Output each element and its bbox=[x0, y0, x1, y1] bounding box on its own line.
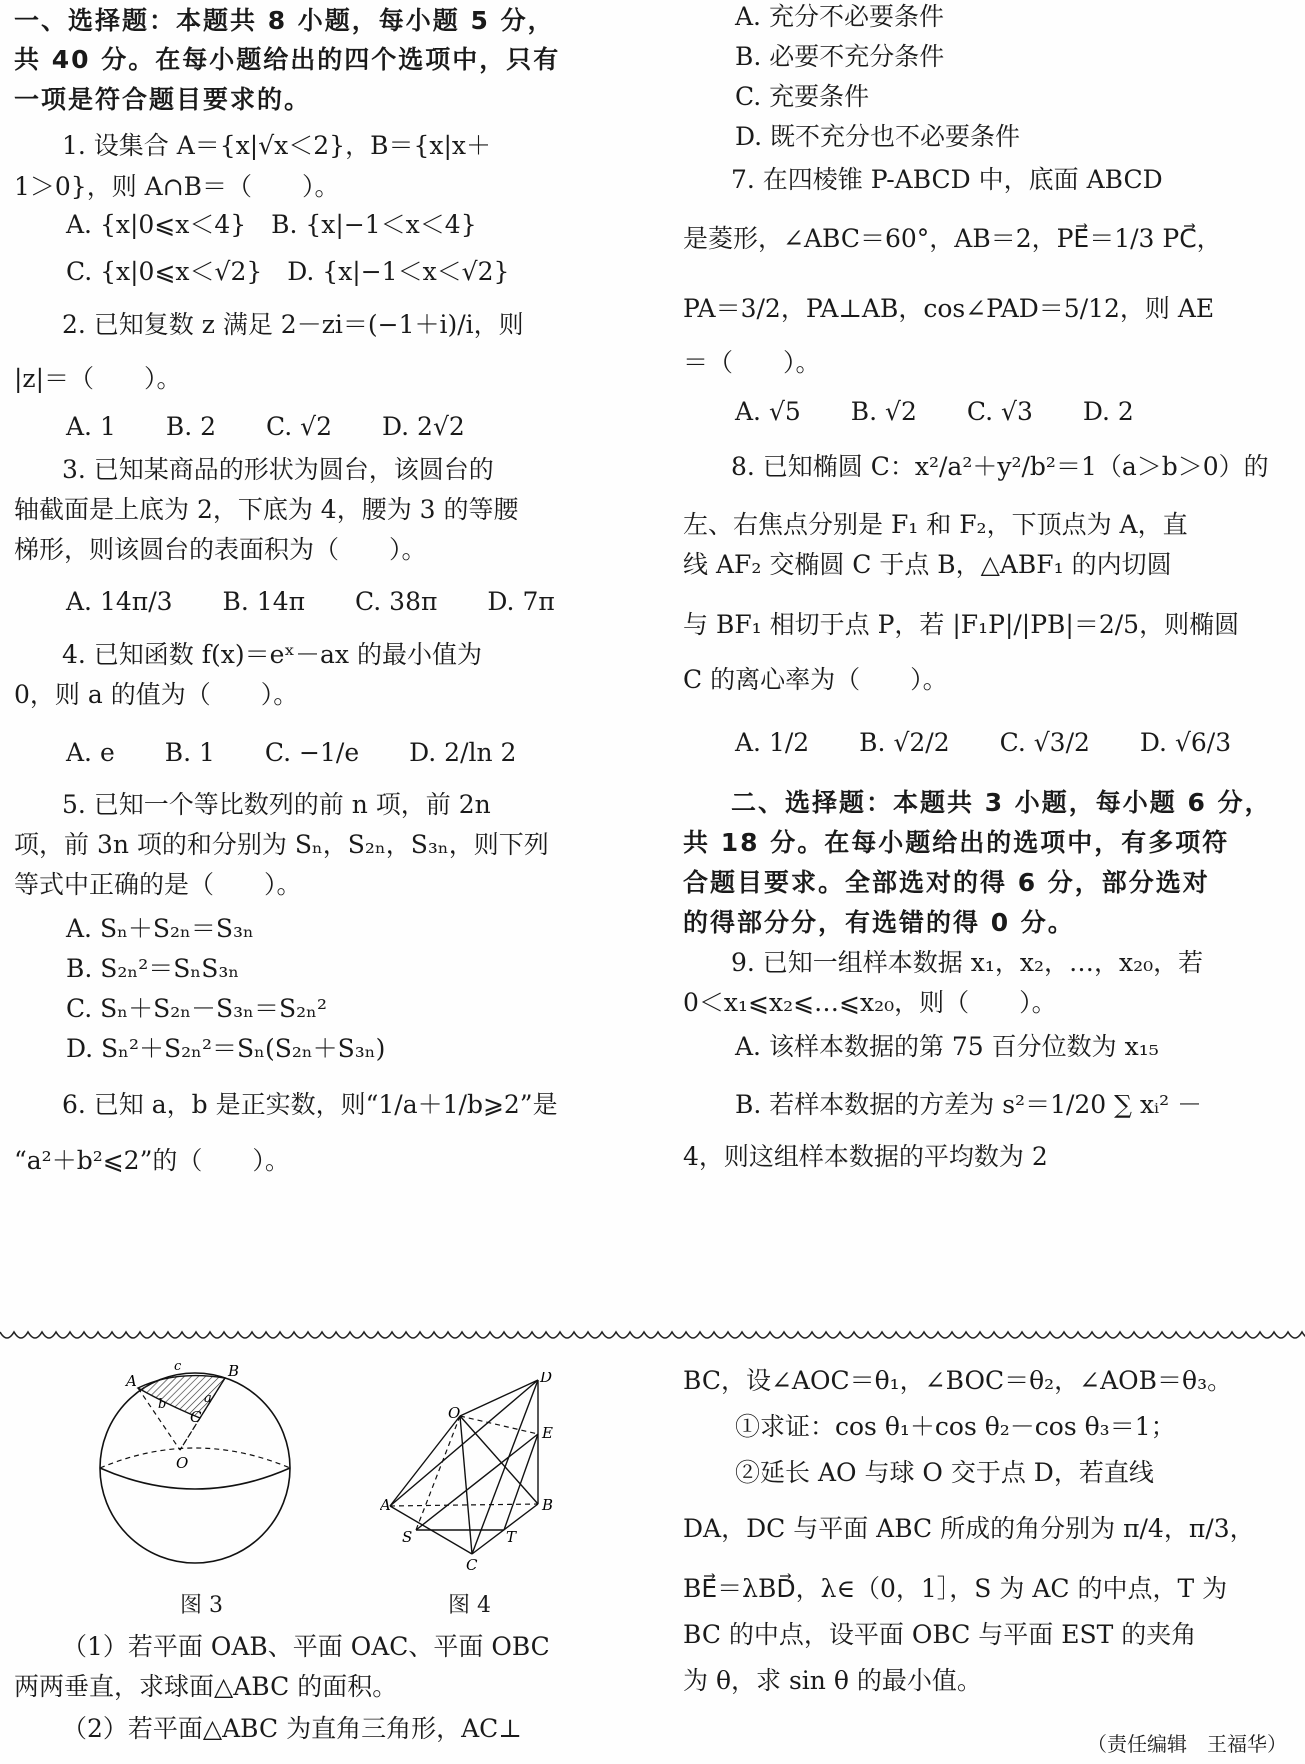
fig4-label-e: E bbox=[542, 1424, 553, 1442]
fig4-label-b: B bbox=[542, 1496, 554, 1514]
q5-option-c: C. Sₙ＋S₂ₙ－S₃ₙ＝S₂ₙ² bbox=[66, 994, 327, 1023]
q2-line1: 2. 已知复数 z 满足 2－zi＝(−1＋i)/i，则 bbox=[62, 310, 524, 339]
fig3-label-a-arc: a bbox=[204, 1391, 212, 1406]
q9-option-b-cont: 4，则这组样本数据的平均数为 2 bbox=[683, 1142, 1048, 1171]
tetrahedron-figure bbox=[380, 1372, 560, 1572]
q7-line3: PA＝3/2，PA⊥AB，cos∠PAD＝5/12，则 AE bbox=[683, 294, 1215, 323]
q8-line3: 线 AF₂ 交椭圆 C 于点 B，△ABF₁ 的内切圆 bbox=[683, 550, 1172, 579]
fig3-label-b-arc: b bbox=[158, 1397, 167, 1412]
q6-option-a: A. 充分不必要条件 bbox=[735, 2, 944, 31]
q3-line3: 梯形，则该圆台的表面积为（ ）。 bbox=[14, 535, 427, 564]
fig3-label-a-point: A bbox=[126, 1372, 137, 1390]
figure4-caption: 图 4 bbox=[448, 1593, 491, 1618]
q6-line1: 6. 已知 a，b 是正实数，则“1/a＋1/b⩾2”是 bbox=[62, 1090, 558, 1119]
q5-option-a: A. Sₙ＋S₂ₙ＝S₃ₙ bbox=[66, 914, 254, 943]
q3-options: A. 14π/3 B. 14π C. 38π D. 7π bbox=[66, 587, 555, 616]
part1-line2: 两两垂直，求球面△ABC 的面积。 bbox=[14, 1672, 398, 1701]
q5-option-b: B. S₂ₙ²＝SₙS₃ₙ bbox=[66, 954, 240, 983]
q1-option-cd: C. {x|0⩽x＜√2} D. {x|−1＜x＜√2} bbox=[66, 257, 510, 286]
q4-line1: 4. 已知函数 f(x)＝eˣ－ax 的最小值为 bbox=[62, 640, 482, 669]
q5-line3: 等式中正确的是（ ）。 bbox=[14, 870, 302, 899]
q9-option-a: A. 该样本数据的第 75 百分位数为 x₁₅ bbox=[735, 1032, 1159, 1061]
part2-sub2-line3: BE⃗＝λBD⃗，λ∈（0，1］，S 为 AC 的中点，T 为 bbox=[683, 1574, 1228, 1603]
q6-line2: “a²＋b²⩽2”的（ ）。 bbox=[14, 1146, 290, 1175]
fig3-label-c-point: C bbox=[190, 1408, 202, 1426]
section1-heading-line1: 一、选择题：本题共 8 小题，每小题 5 分， bbox=[14, 6, 555, 35]
q2-options: A. 1 B. 2 C. √2 D. 2√2 bbox=[66, 412, 465, 441]
q4-options: A. e B. 1 C. −1/e D. 2/ln 2 bbox=[66, 738, 517, 767]
part2-sub2-line4: BC 的中点，设平面 OBC 与平面 EST 的夹角 bbox=[683, 1620, 1197, 1649]
q5-option-d: D. Sₙ²＋S₂ₙ²＝Sₙ(S₂ₙ＋S₃ₙ) bbox=[66, 1034, 386, 1063]
section1-heading-line2: 共 40 分。在每小题给出的四个选项中，只有 bbox=[14, 45, 561, 74]
fig4-label-s: S bbox=[402, 1528, 413, 1546]
q1-option-ab: A. {x|0⩽x＜4} B. {x|−1＜x＜4} bbox=[66, 210, 477, 239]
section2-heading-line1: 二、选择题：本题共 3 小题，每小题 6 分， bbox=[731, 788, 1272, 817]
part2-sub2-line5: 为 θ，求 sin θ 的最小值。 bbox=[683, 1666, 982, 1695]
q1-line2: 1＞0}，则 A∩B＝（ ）。 bbox=[14, 172, 340, 201]
fig3-label-b-point: B bbox=[228, 1362, 240, 1380]
q8-line1: 8. 已知椭圆 C：x²/a²＋y²/b²＝1（a＞b＞0）的 bbox=[731, 452, 1269, 481]
q6-option-c: C. 充要条件 bbox=[735, 82, 870, 111]
editor-credit: （责任编辑 王福华） bbox=[1087, 1732, 1287, 1756]
fig3-label-c-arc: c bbox=[174, 1359, 182, 1374]
q7-line1: 7. 在四棱锥 P-ABCD 中，底面 ABCD bbox=[731, 165, 1163, 194]
q6-option-d: D. 既不充分也不必要条件 bbox=[735, 122, 1021, 151]
fig4-label-o: O bbox=[448, 1404, 461, 1422]
q3-line1: 3. 已知某商品的形状为圆台，该圆台的 bbox=[62, 455, 494, 484]
q3-line2: 轴截面是上底为 2，下底为 4，腰为 3 的等腰 bbox=[14, 495, 519, 524]
fig4-label-t: T bbox=[506, 1528, 517, 1546]
q9-line1: 9. 已知一组样本数据 x₁，x₂，…，x₂₀，若 bbox=[731, 948, 1204, 977]
fig3-label-o: O bbox=[176, 1454, 189, 1472]
q8-line5: C 的离心率为（ ）。 bbox=[683, 665, 948, 694]
part2-line1: （2）若平面△ABC 为直角三角形，AC⊥ bbox=[62, 1714, 522, 1743]
section-divider bbox=[0, 1326, 1305, 1346]
part1-line1: （1）若平面 OAB、平面 OAC、平面 OBC bbox=[62, 1632, 550, 1661]
section2-heading-line3: 合题目要求。全部选对的得 6 分，部分选对 bbox=[683, 868, 1210, 897]
q8-line2: 左、右焦点分别是 F₁ 和 F₂，下顶点为 A，直 bbox=[683, 510, 1188, 539]
q7-line2: 是菱形，∠ABC＝60°，AB＝2，PE⃗＝1/3 PC⃗， bbox=[683, 224, 1222, 253]
figure3-caption: 图 3 bbox=[180, 1593, 223, 1618]
q5-line2: 项，前 3n 项的和分别为 Sₙ，S₂ₙ，S₃ₙ，则下列 bbox=[14, 830, 549, 859]
fig4-label-a: A bbox=[380, 1496, 391, 1514]
fig4-label-d: D bbox=[540, 1372, 553, 1386]
q2-line2: |z|＝（ ）。 bbox=[14, 364, 182, 393]
q1-line1: 1. 设集合 A＝{x|√x＜2}，B＝{x|x＋ bbox=[62, 131, 491, 160]
q8-options: A. 1/2 B. √2/2 C. √3/2 D. √6/3 bbox=[735, 728, 1232, 757]
q4-line2: 0，则 a 的值为（ ）。 bbox=[14, 680, 299, 709]
q5-line1: 5. 已知一个等比数列的前 n 项，前 2n bbox=[62, 790, 491, 819]
sphere-figure bbox=[90, 1350, 300, 1570]
part2-sub1: ①求证：cos θ₁＋cos θ₂－cos θ₃＝1； bbox=[735, 1412, 1176, 1441]
section1-heading-line3: 一项是符合题目要求的。 bbox=[14, 85, 312, 114]
q9-line2: 0＜x₁⩽x₂⩽…⩽x₂₀，则（ ）。 bbox=[683, 988, 1057, 1017]
q9-option-b: B. 若样本数据的方差为 s²＝1/20 ∑ xᵢ² － bbox=[735, 1090, 1203, 1119]
q7-options: A. √5 B. √2 C. √3 D. 2 bbox=[735, 397, 1134, 426]
part2-sub2-line2: DA，DC 与平面 ABC 所成的角分别为 π/4，π/3， bbox=[683, 1514, 1255, 1543]
section2-heading-line4: 的得部分分，有选错的得 0 分。 bbox=[683, 908, 1075, 937]
q7-line4: ＝（ ）。 bbox=[683, 348, 821, 377]
section2-heading-line2: 共 18 分。在每小题给出的选项中，有多项符 bbox=[683, 828, 1230, 857]
part2-sub2-line1: ②延长 AO 与球 O 交于点 D，若直线 bbox=[735, 1458, 1154, 1487]
part2-line2: BC，设∠AOC＝θ₁，∠BOC＝θ₂，∠AOB＝θ₃。 bbox=[683, 1366, 1233, 1395]
q6-option-b: B. 必要不充分条件 bbox=[735, 42, 945, 71]
q8-line4: 与 BF₁ 相切于点 P，若 |F₁P|/|PB|＝2/5，则椭圆 bbox=[683, 610, 1240, 639]
fig4-label-c: C bbox=[466, 1556, 478, 1572]
